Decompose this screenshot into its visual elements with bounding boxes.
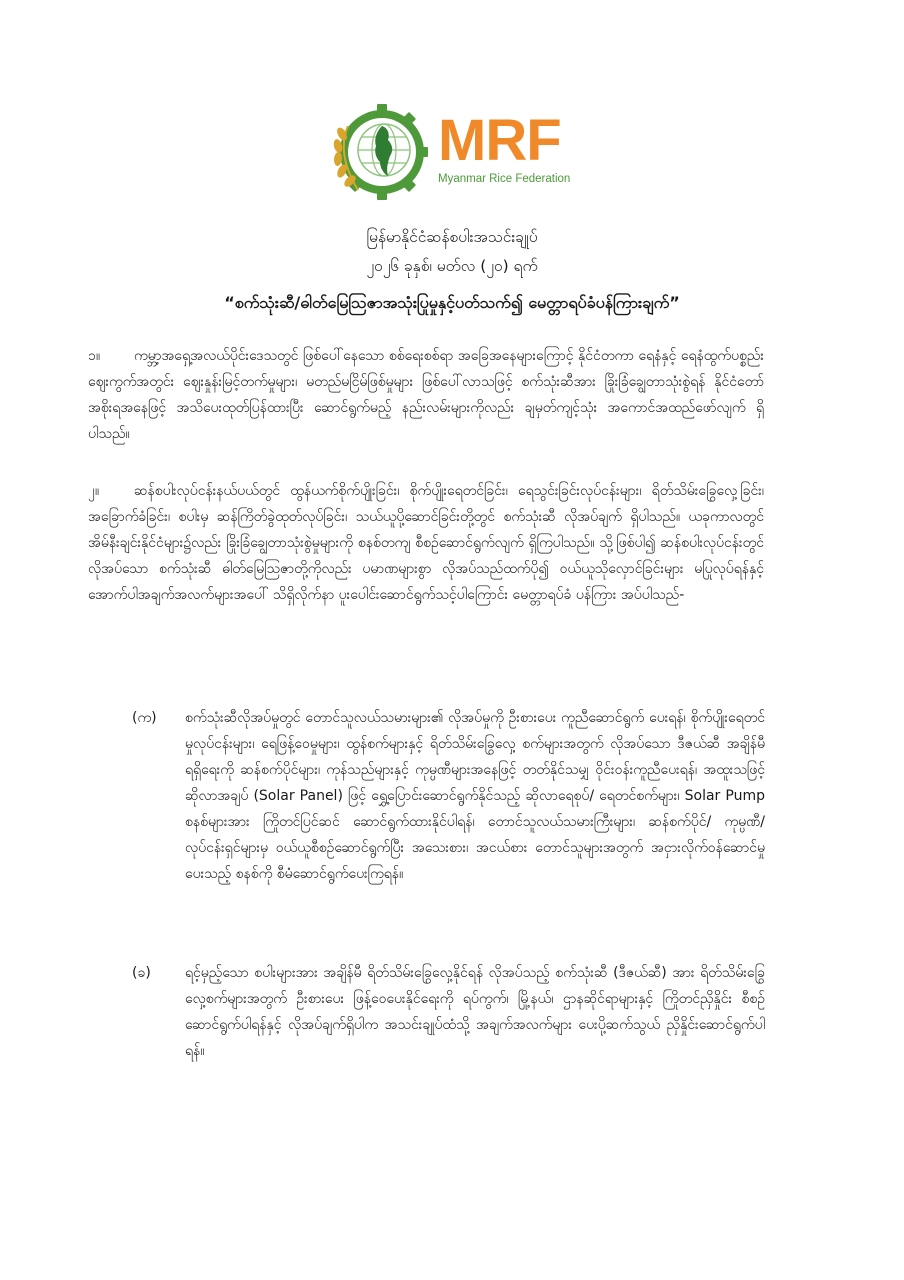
organization-name: မြန်မာနိုင်ငံဆန်စပါးအသင်းချုပ် xyxy=(366,228,538,246)
logo-title: MRF xyxy=(438,108,561,173)
subitem-label: (ခ) xyxy=(132,965,151,981)
logo-subtitle: Myanmar Rice Federation xyxy=(438,173,571,185)
paragraph-number: ၂။ xyxy=(88,483,100,499)
paragraph-number: ၁။ xyxy=(88,348,101,364)
document-date: ၂၀၂၆ ခုနှစ်၊ မတ်လ (၂၀) ရက် xyxy=(366,257,538,275)
subitem-kha: ရင့်မှည့်သော စပါးများအား အချိန်မီ ရိတ်သိမ်းခြွေလှေ့နိုင်ရန် လိုအပ်သည့် စက်သုံးဆီ (ဒီဇယ်ဆီ) အား ရိတ်သိမ်းခြွေလှေ့စက်များအတွက် ဦးစားပေး ဖြန့်ဝေပေးနိုင်ရေးကို ရပ်ကွက်၊ မြို့နယ်၊ ဌာနဆိုင်ရာများနှင့် ကြိုတင်ညှိနှိုင်း စီစဉ်ဆောင်ရွက်ပါရန်နှင့် လိုအပ်ချက်ရှိပါက အသင်းချုပ်ထံသို့ အချက်အလက်များ ပေးပို့ဆက်သွယ် ညှိနှိုင်းဆောင်ရွက်ပါရန်။ xyxy=(185,965,765,1059)
gear-globe-icon xyxy=(328,104,428,200)
document-title: “စက်သုံးဆီ/ဓါတ်မြေဩဇာအသုံးပြုမှုနှင့်ပတ်သက်၍ မေတ္တာရပ်ခံပန်ကြားချက်” xyxy=(224,293,680,312)
paragraph-2: ဆန်စပါးလုပ်ငန်းနယ်ပယ်တွင် ထွန်ယက်စိုက်ပျိုးခြင်း၊ စိုက်ပျိုးရေတင်ခြင်း၊ ရေသွင်းခြင်းလုပ်ငန်းများ၊ ရိတ်သိမ်းခြွေလှေ့ခြင်း၊ အခြောက်ခံခြင်း၊ စပါးမှ ဆန်ကြိတ်ခွဲထုတ်လုပ်ခြင်း၊ သယ်ယူပို့ဆောင်ခြင်းတို့တွင် စက်သုံးဆီ လိုအပ်ချက် ရှိပါသည်။ ယခုကာလတွင် အိမ်နီးချင်းနိုင်ငံများ၌လည်း ခြိုးခြံချွေတာသုံးစွဲမှုများကို စနစ်တကျ စီစဉ်ဆောင်ရွက်လျက် ရှိကြပါသည်။ သို့ဖြစ်ပါ၍ ဆန်စပါးလုပ်ငန်းတွင် လိုအပ်သော စက်သုံးဆီ ဓါတ်မြေဩဇာတို့ကိုလည်း ပမာဏများစွာ လိုအပ်သည်ထက်ပို၍ ဝယ်ယူသိုလှောင်ခြင်းများ မပြုလုပ်ရန်နှင့် အောက်ပါအချက်အလက်များအပေါ် သိရှိလိုက်နာ ပူးပေါင်းဆောင်ရွက်သင့်ပါကြောင်း မေတ္တာရပ်ခံ ပန်ကြား အပ်ပါသည်- xyxy=(88,483,764,603)
subitem-label: (က) xyxy=(132,710,157,726)
subitem-ka: စက်သုံးဆီလိုအပ်မှုတွင် တောင်သူလယ်သမားများ၏ လိုအပ်မှုကို ဦးစားပေး ကူညီဆောင်ရွက် ပေးရန်၊ စိုက်ပျိုးရေတင်မှုလုပ်ငန်းများ၊ ရေဖြန့်ဝေမှုများ၊ ထွန်စက်များနှင့် ရိတ်သိမ်းခြွေလှေ့ စက်များအတွက် လိုအပ်သော ဒီဇယ်ဆီ အချိန်မီရရှိရေးကို ဆန်စက်ပိုင်များ၊ ကုန်သည်များနှင့် ကုမ္ပဏီများအနေဖြင့် တတ်နိုင်သမျှ ဝိုင်းဝန်းကူညီပေးရန်၊ အထူးသဖြင့် ဆိုလာအချပ် (Solar Panel) ဖြင့် ရွှေ့ပြောင်းဆောင်ရွက်နိုင်သည့် ဆိုလာရေစုပ်/ ရေတင်စက်များ၊ Solar Pump စနစ်များအား ကြိုတင်ပြင်ဆင် ဆောင်ရွက်ထားနိုင်ပါရန်၊ တောင်သူလယ်သမားကြီးများ၊ ဆန်စက်ပိုင်/ ကုမ္ပဏီ/ လုပ်ငန်းရှင်များမှ ဝယ်ယူစီစဉ်ဆောင်ရွက်ပြီး အသေးစား၊ အငယ်စား တောင်သူများအတွက် အငှားလိုက်ဝန်ဆောင်မှုပေးသည့် စနစ်ကို စီမံဆောင်ရွက်ပေးကြရန်။ xyxy=(185,710,765,882)
paragraph-1: ကမ္ဘာ့အရှေ့အလယ်ပိုင်းဒေသတွင် ဖြစ်ပေါ်နေသော စစ်ရေးစစ်ရာ အခြေအနေများကြောင့် နိုင်ငံတကာ ရေနံနှင့် ရေနံထွက်ပစ္စည်း ဈေးကွက်အတွင်း ဈေးနှုန်းမြင့်တက်မှုများ၊ မတည်မငြိမ်ဖြစ်မှုများ ဖြစ်ပေါ်လာသဖြင့် စက်သုံးဆီအား ခြိုးခြံချွေတာသုံးစွဲရန် နိုင်ငံတော်အစိုးရအနေဖြင့် အသိပေးထုတ်ပြန်ထားပြီး ဆောင်ရွက်မည့် နည်းလမ်းများကိုလည်း ချမှတ်ကျင့်သုံး အကောင်အထည်ဖော်လျက် ရှိပါသည်။ xyxy=(88,348,764,442)
mrf-logo xyxy=(328,104,588,200)
